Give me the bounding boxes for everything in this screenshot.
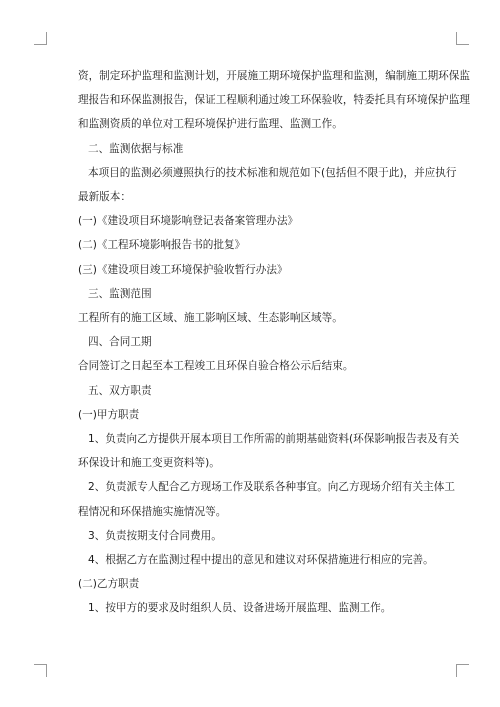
section-heading-4: 四、合同工期 xyxy=(88,336,152,349)
section-heading-3: 三、监测范围 xyxy=(88,287,152,300)
section-heading-5: 五、双方职责 xyxy=(88,384,152,397)
party-a-item-3: 3、负责按期支付合同费用。 xyxy=(88,529,222,542)
body-line-1: 资，制定环护监理和监测计划，开展施工期环境保护监理和监测，编制施工期环保监 xyxy=(78,70,470,82)
subsection-heading-party-a: (一)甲方职责 xyxy=(78,408,140,421)
party-a-item-1-line-1: 1、负责向乙方提供开展本项目工作所需的前期基础资料(环保影响报告表及有关 xyxy=(88,433,460,446)
crop-mark-top-right xyxy=(456,32,469,45)
reference-item-1: (一)《建设项目环境影响登记表备案管理办法》 xyxy=(78,215,299,228)
body-line-2: 理报告和环保监测报告，保证工程顺利通过竣工环保验收，特委托具有环境保护监理 xyxy=(78,94,470,107)
party-a-item-1-line-2: 环保设计和施工变更资料等)。 xyxy=(78,457,220,470)
party-a-item-2-line-2: 程情况和环保措施实施情况等。 xyxy=(78,505,227,518)
document-body xyxy=(78,64,470,621)
body-line-5: 本项目的监测必须遵照执行的技术标准和规范如下(包括但不限于此)，并应执行 xyxy=(88,166,457,179)
subsection-heading-party-b: (二)乙方职责 xyxy=(78,578,140,591)
reference-item-2: (二)《工程环境影响报告书的批复》 xyxy=(78,239,246,252)
party-b-item-1: 1、按甲方的要求及时组织人员、设备进场开展监理、监测工作。 xyxy=(88,602,392,615)
section-heading-2: 二、监测依据与标准 xyxy=(88,142,184,155)
body-line-13: 合同签订之日起至本工程竣工且环保自验合格公示后结束。 xyxy=(78,360,354,373)
party-a-item-2-line-1: 2、负责派专人配合乙方现场工作及联系各种事宜。向乙方现场介绍有关主体工 xyxy=(88,481,455,494)
body-line-11: 工程所有的施工区域、施工影响区域、生态影响区域等。 xyxy=(78,312,343,325)
crop-mark-bottom-right xyxy=(456,664,469,677)
crop-mark-top-left xyxy=(34,32,47,45)
crop-mark-bottom-left xyxy=(34,664,47,677)
body-line-3: 和监测资质的单位对工程环境保护进行监理、监测工作。 xyxy=(78,118,343,131)
party-a-item-4: 4、根据乙方在监测过程中提出的意见和建议对环保措施进行相应的完善。 xyxy=(88,554,434,567)
body-line-6: 最新版本： xyxy=(78,191,131,204)
reference-item-3: (三)《建设项目竣工环境保护验收暂行办法》 xyxy=(78,263,288,276)
